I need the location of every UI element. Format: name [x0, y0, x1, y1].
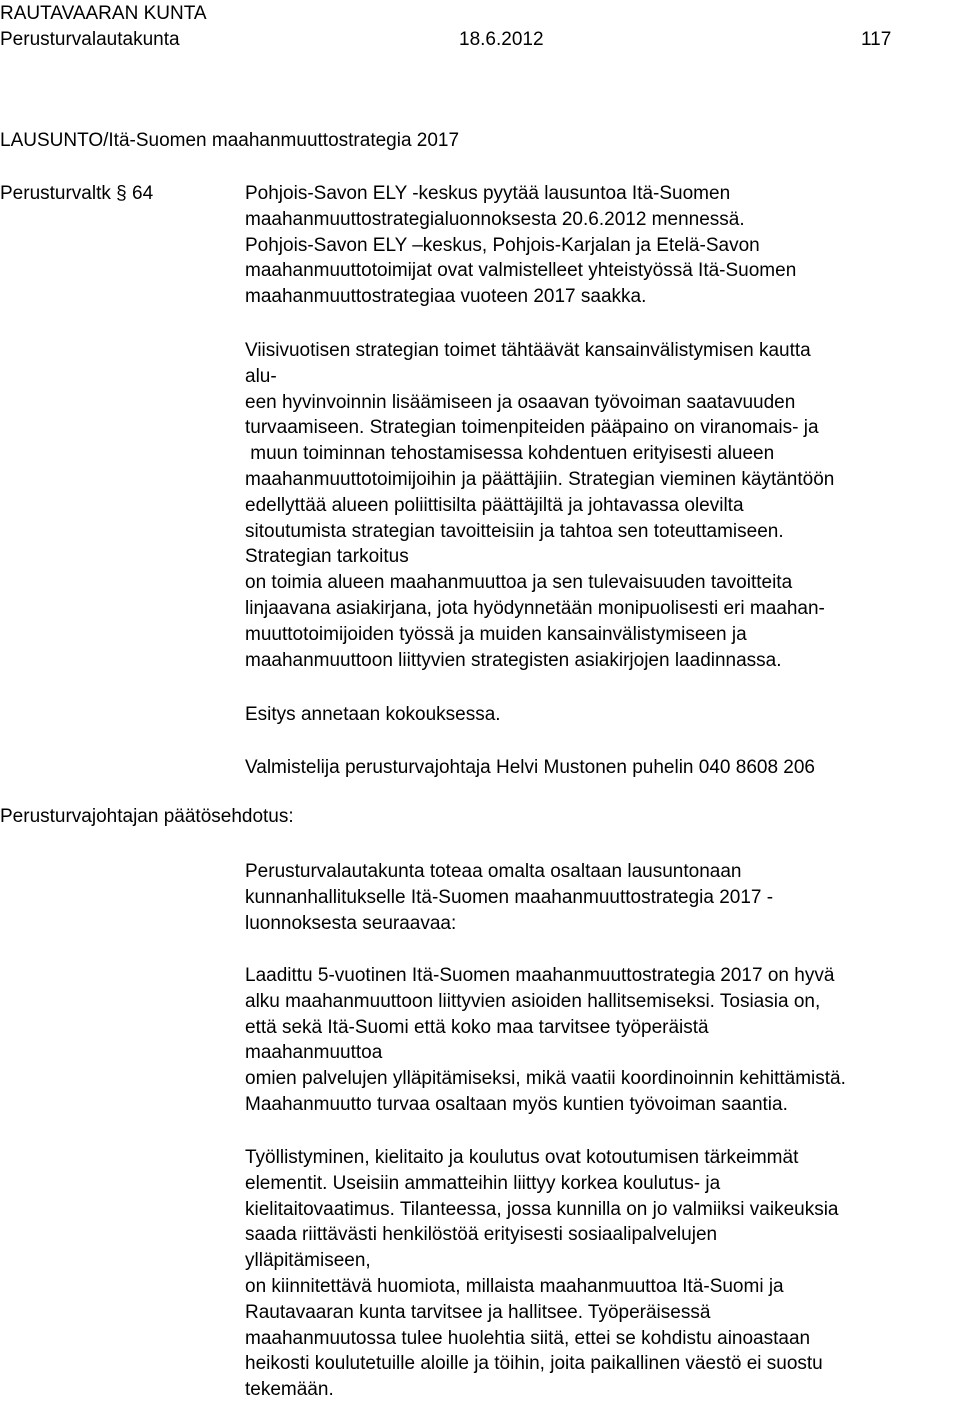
text-line: Perusturvalautakunta toteaa omalta osaltaan lausuntonaan: [245, 861, 742, 882]
text-line: muuttotoimijoiden työssä ja muiden kansainvälistymiseen ja: [245, 623, 747, 645]
section-reference: Perusturvaltk § 64: [0, 183, 154, 204]
text-line: Maahanmuutto turvaa osaltaan myös kuntien työvoiman saantia.: [245, 1093, 788, 1115]
text-line: Viisivuotisen strategian toimet tähtäävät kansainvälistymisen kautta: [245, 340, 811, 361]
text-line: turvaamiseen. Strategian toimenpiteiden pääpaino on viranomais- ja: [245, 417, 819, 439]
text-line: muun toiminnan tehostamisessa kohdentuen erityisesti alueen: [245, 443, 775, 465]
org-name: RAUTAVAARAN KUNTA: [0, 3, 207, 24]
strategy-paragraph: [245, 338, 957, 673]
text-line: Pohjois-Savon ELY -keskus pyytää lausuntoa Itä-Suomen: [245, 183, 731, 204]
intro-paragraph: [245, 181, 957, 310]
text-line: saada riittävästi henkilöstöä erityisesti sosiaalipalvelujen: [245, 1224, 718, 1246]
text-line: Pohjois-Savon ELY –keskus, Pohjois-Karjalan ja Etelä-Savon: [245, 234, 760, 256]
text-line: kielitaitovaatimus. Tilanteessa, jossa kunnilla on jo valmiiksi vaikeuksia: [245, 1198, 839, 1220]
text-line: kunnanhallitukselle Itä-Suomen maahanmuuttostrategia 2017 -: [245, 886, 774, 908]
text-line: ylläpitämiseen,: [245, 1250, 371, 1272]
text-line: maahanmuuttoon liittyvien strategisten asiakirjojen laadinnassa.: [245, 649, 782, 671]
text-line: luonnoksesta seuraavaa:: [245, 912, 457, 934]
preparer-info: Valmistelija perusturvajohtaja Helvi Mustonen puhelin 040 8608 206: [245, 757, 815, 778]
committee-name: Perusturvalautakunta: [0, 29, 180, 50]
text-line: Työllistyminen, kielitaito ja koulutus ovat kotoutumisen tärkeimmät: [245, 1147, 799, 1168]
text-line: een hyvinvoinnin lisäämiseen ja osaavan työvoiman saatavuuden: [245, 391, 796, 413]
text-line: Rautavaaran kunta tarvitsee ja hallitsee. Työperäisessä: [245, 1301, 711, 1323]
text-line: on kiinnitettävä huomiota, millaista maahanmuuttoa Itä-Suomi ja: [245, 1275, 784, 1297]
text-line: on toimia alueen maahanmuuttoa ja sen tulevaisuuden tavoitteita: [245, 572, 793, 594]
text-line: maahanmuutossa tulee huolehtia siitä, ettei se kohdistu ainoastaan: [245, 1327, 811, 1349]
text-line: Strategian tarkoitus: [245, 546, 409, 568]
text-line: sitoutumista strategian tavoitteisiin ja tahtoa sen toteuttamiseen.: [245, 520, 784, 542]
text-line: maahanmuuttotoimijoihin ja päättäjiin. Strategian vieminen käytäntöön: [245, 468, 835, 490]
page-number: 117: [861, 29, 892, 50]
text-line: maahanmuuttostrategiaa vuoteen 2017 saakka.: [245, 286, 647, 308]
text-line: että sekä Itä-Suomi että koko maa tarvitsee työperäistä: [245, 1016, 709, 1038]
statement-paragraph-1: [245, 963, 957, 1118]
text-line: alu-: [245, 365, 277, 387]
text-line: tekemään.: [245, 1379, 334, 1401]
text-line: Laadittu 5-vuotinen Itä-Suomen maahanmuuttostrategia 2017 on hyvä: [245, 965, 835, 986]
text-line: elementit. Useisiin ammatteihin liittyy korkea koulutus- ja: [245, 1172, 721, 1194]
text-line: maahanmuuttoa: [245, 1042, 383, 1064]
text-line: maahanmuuttostrategialuonnoksesta 20.6.2012 mennessä.: [245, 208, 745, 230]
text-line: edellyttää alueen poliittisilta päättäjiltä ja johtavassa olevilta: [245, 494, 744, 516]
text-line: omien palvelujen ylläpitämiseksi, mikä vaatii koordinoinnin kehittämistä.: [245, 1068, 846, 1090]
presentation-note: Esitys annetaan kokouksessa.: [245, 704, 501, 725]
proposal-label: Perusturvajohtajan päätösehdotus:: [0, 806, 294, 827]
statement-intro: [245, 859, 957, 936]
text-line: linjaavana asiakirjana, jota hyödynnetään monipuolisesti eri maahan-: [245, 597, 825, 619]
meeting-date: 18.6.2012: [459, 29, 544, 50]
document-title: LAUSUNTO/Itä-Suomen maahanmuuttostrategia 2017: [0, 130, 460, 151]
text-line: alku maahanmuuttoon liittyvien asioiden hallitsemiseksi. Tosiasia on,: [245, 990, 821, 1012]
statement-paragraph-2: [245, 1145, 957, 1403]
text-line: maahanmuuttotoimijat ovat valmistelleet yhteistyössä Itä-Suomen: [245, 260, 797, 282]
text-line: heikosti koulutetuille aloille ja töihin, joita paikallinen väestö ei suostu: [245, 1353, 823, 1375]
